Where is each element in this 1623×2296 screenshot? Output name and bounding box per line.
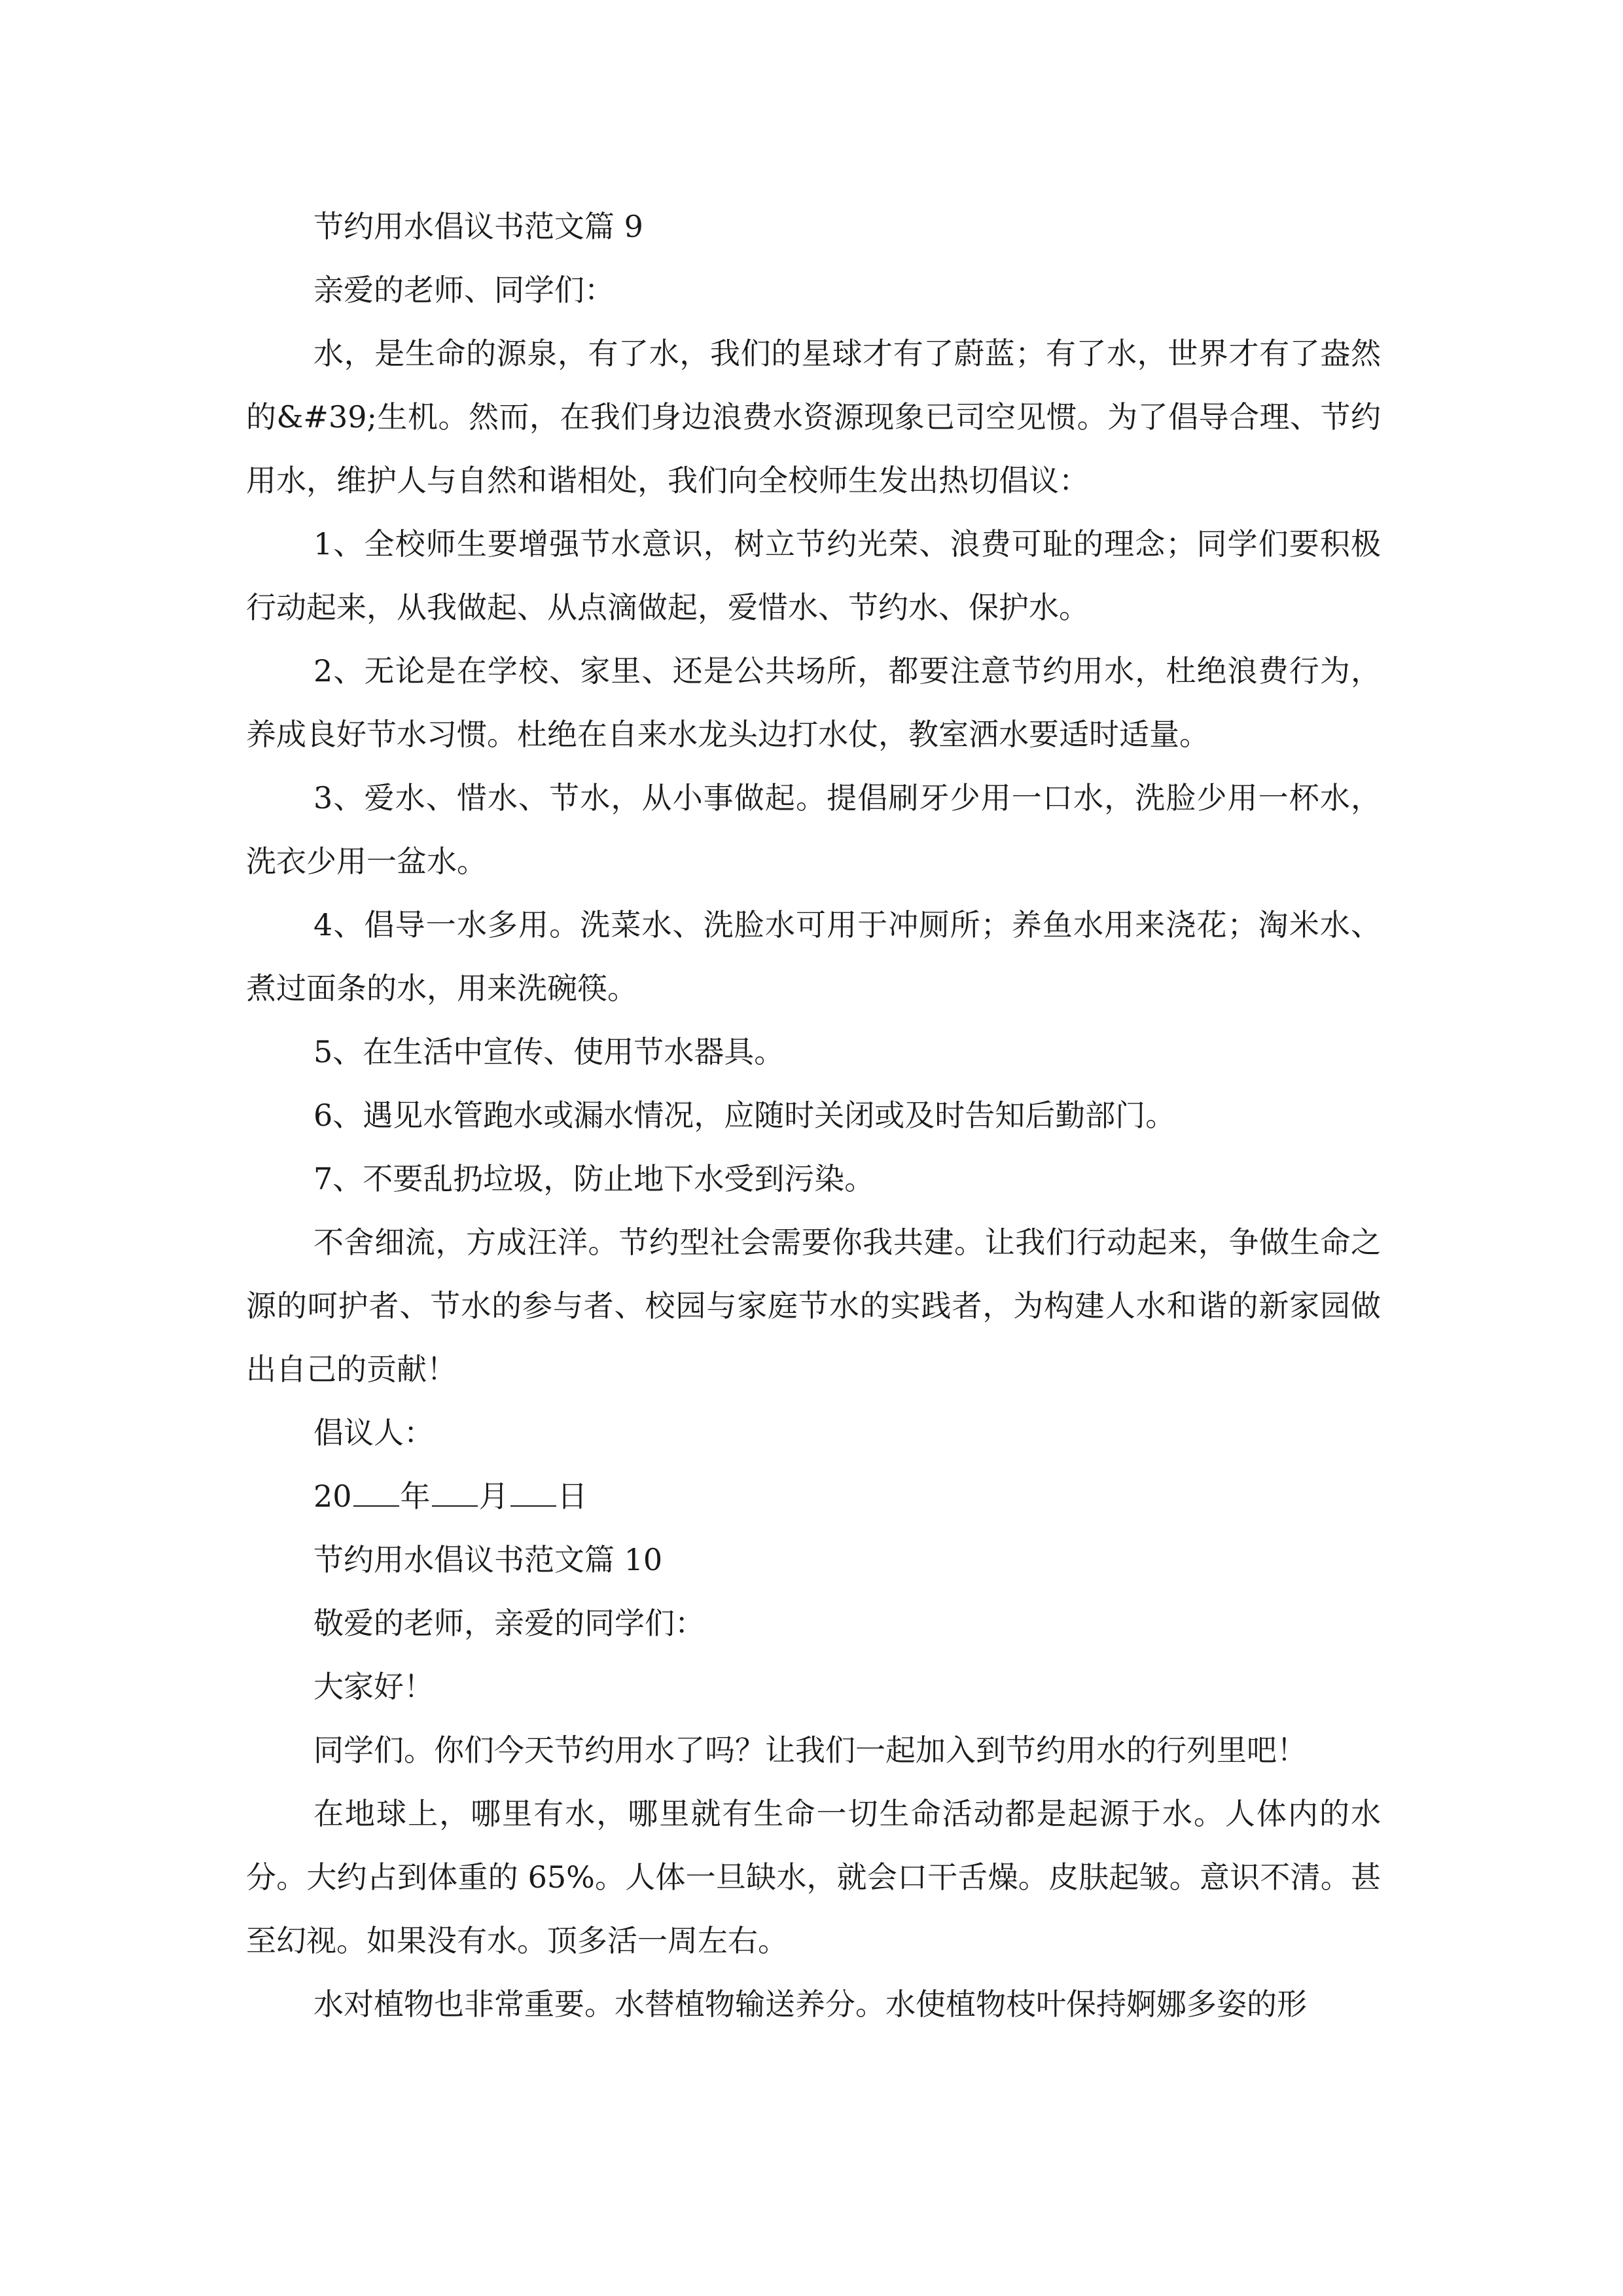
paragraph-closing: 不舍细流，方成汪洋。节约型社会需要你我共建。让我们行动起来，争做生命之源的呵护者、节水的参与者、校园与家庭节水的实践者，为构建人水和谐的新家园做出自己的贡献！ [246, 1225, 1381, 1387]
date-day-label: 日 [557, 1479, 588, 1514]
date-day-blank [510, 1477, 556, 1507]
greeting-10: 敬爱的老师，亲爱的同学们： [313, 1605, 705, 1641]
section-heading-10: 节约用水倡议书范文篇 10 [313, 1542, 663, 1577]
hello-10: 大家好！ [313, 1669, 434, 1704]
paragraph-plants: 水对植物也非常重要。水替植物输送养分。水使植物枝叶保持婀娜多姿的形 [313, 1986, 1307, 2022]
signer-label: 倡议人： [313, 1415, 434, 1450]
paragraph-intro: 水，是生命的源泉，有了水，我们的星球才有了蔚蓝；有了水，世界才有了盎然的&#39;生机。然而，在我们身边浪费水资源现象已司空见惯。为了倡导合理、节约用水，维护人与自然和谐相处，我们向全校师生发出热切倡议： [246, 336, 1381, 498]
date-prefix: 20 [313, 1479, 352, 1514]
date-month-label: 月 [478, 1479, 509, 1514]
paragraph-item-7: 7、不要乱扔垃圾，防止地下水受到污染。 [313, 1161, 875, 1196]
paragraph-item-5: 5、在生活中宣传、使用节水器具。 [313, 1034, 785, 1069]
paragraph-item-3: 3、爱水、惜水、节水，从小事做起。提倡刷牙少用一口水，洗脸少用一杯水，洗衣少用一盆水。 [246, 780, 1381, 879]
date-year-blank [353, 1477, 399, 1507]
section-heading-9: 节约用水倡议书范文篇 9 [313, 209, 643, 244]
date-line [246, 1465, 1381, 1528]
paragraph-item-2: 2、无论是在学校、家里、还是公共场所，都要注意节约用水，杜绝浪费行为，养成良好节水习惯。杜绝在自来水龙头边打水仗，教室洒水要适时适量。 [246, 653, 1381, 752]
paragraph-item-4: 4、倡导一水多用。洗菜水、洗脸水可用于冲厕所；养鱼水用来浇花；淘米水、煮过面条的水，用来洗碗筷。 [246, 907, 1381, 1006]
paragraph-item-1: 1、全校师生要增强节水意识，树立节约光荣、浪费可耻的理念；同学们要积极行动起来，从我做起、从点滴做起，爱惜水、节约水、保护水。 [246, 526, 1381, 625]
date-month-blank [432, 1477, 478, 1507]
greeting-9: 亲爱的老师、同学们： [313, 272, 615, 308]
paragraph-item-6: 6、遇见水管跑水或漏水情况，应随时关闭或及时告知后勤部门。 [313, 1098, 1176, 1133]
paragraph-earth-water: 在地球上，哪里有水，哪里就有生命一切生命活动都是起源于水。人体内的水分。大约占到体重的 65%。人体一旦缺水，就会口干舌燥。皮肤起皱。意识不清。甚至幻视。如果没有水。顶多活一周左右。 [246, 1796, 1381, 1958]
paragraph-question: 同学们。你们今天节约用水了吗？让我们一起加入到节约用水的行列里吧！ [313, 1732, 1307, 1768]
date-year-label: 年 [400, 1479, 431, 1514]
document-body [246, 195, 1381, 2036]
